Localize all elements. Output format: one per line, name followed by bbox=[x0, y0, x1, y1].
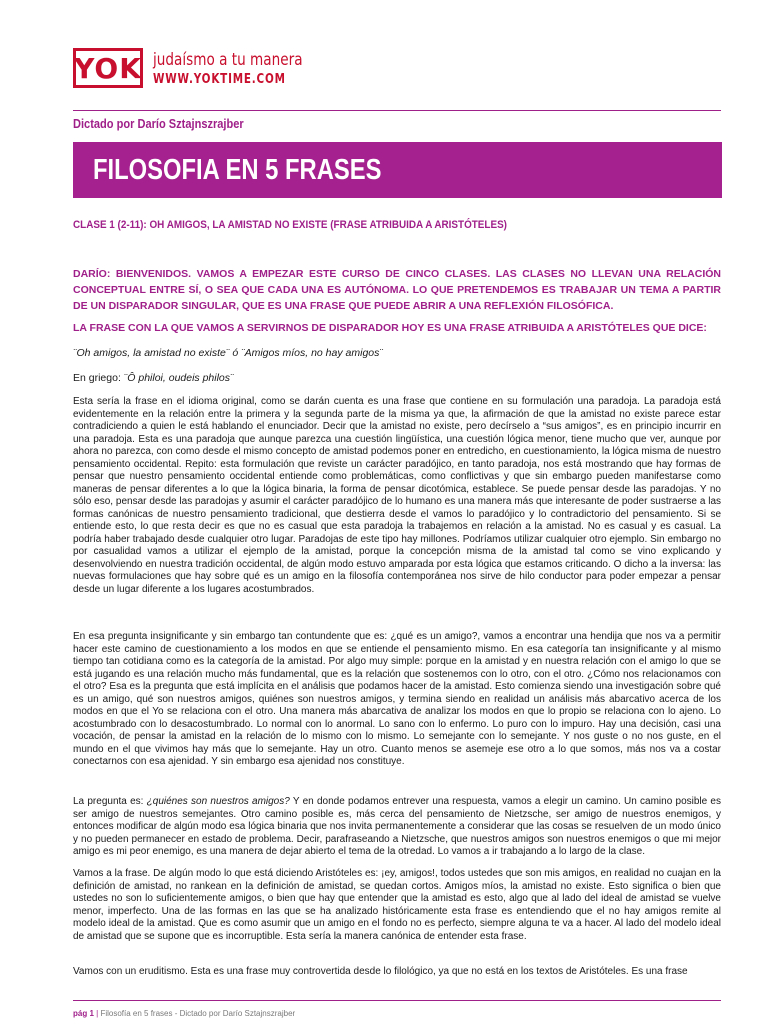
page-number: pág 1 bbox=[73, 1009, 94, 1018]
logo-text: YOK bbox=[74, 51, 142, 85]
greek-line bbox=[73, 372, 721, 384]
body-paragraph-4: Vamos a la frase. De algún modo lo que está diciendo Aristóteles es: ¡ey, amigos!, todos ustedes que son mis amigos, en realidad no cuajan en la definición de amistad, no rankean en la definición de amistad, se quedan cortos. Amigos míos, la amistad no existe. Esto significa o bien que ustedes no son lo suficientemente amigos, o bien que hay que entender que la amistad es esto, algo que al lado del ideal de amistad se vuelve menor, imperfecto. Una de las formas en las que se ha analizado históricamente esta frase es entendiendo que el no hay amigos remite al modelo ideal de la amistad. Que es como asumir que un amigo en el fondo no es perfecto, siempre alguna te va a hacer. Al lado del modelo ideal de amistad que se supone que es incorruptible. Esta sería la manera canónica de entender esta frase. bbox=[73, 868, 721, 942]
footer-divider bbox=[73, 1000, 721, 1001]
greek-label: En griego: bbox=[73, 372, 124, 384]
footer-text: Filosofía en 5 frases - Dictado por Darío Sztajnszrajber bbox=[100, 1009, 296, 1018]
title-banner bbox=[73, 142, 722, 198]
body-paragraph-5: Vamos con un eruditismo. Esta es una frase muy controvertida desde lo filológico, ya que no está en los textos de Aristóteles. Es una frase bbox=[73, 966, 688, 977]
tagline: judaísmo a tu manera bbox=[153, 50, 303, 70]
body-paragraph-3 bbox=[73, 796, 721, 859]
p3-question: ¿quiénes son nuestros amigos? bbox=[146, 796, 290, 807]
yok-logo bbox=[73, 48, 143, 88]
phrase-intro: LA FRASE CON LA QUE VAMOS A SERVIRNOS DE DISPARADOR HOY ES UNA FRASE ATRIBUIDA A ARISTÓTELES QUE DICE: bbox=[73, 322, 707, 334]
page-title: FILOSOFIA EN 5 FRASES bbox=[93, 154, 382, 186]
author-line: Dictado por Darío Sztajnszrajber bbox=[73, 116, 244, 131]
footer-separator: | bbox=[93, 1009, 101, 1018]
body-paragraph-2: En esa pregunta insignificante y sin embargo tan contundente que es: ¿qué es un amigo?, vamos a encontrar una hendija que nos va a permitir hacer este camino de cuestionamiento a los modos en que se entiende el pensamiento mismo. En esa categoría tan insignificante y al mismo tiempo tan cotidiana como es la categoría de la amistad. Por algo muy simple: porque en la amistad y en nuestra relación con el amigo lo que se está jugando es una relación mucho más fundamental, que es la relación que sostenemos con lo otro, con el otro. ¿Cómo nos relacionamos con el otro? Esa es la pregunta que está implícita en el análisis que podamos hacer de la amistad. Esto comienza siendo una investigación sobre qué es un amigo, qué son nuestros amigos, quiénes son nuestros amigos, y termina siendo en realidad un análisis más abarcativo acerca de los modos en que el Yo se relaciona con el otro. Una manera más abarcativa de analizar los modos en que lo propio se relaciona con lo ajeno. Lo acostumbrado con lo desacostumbrado. Lo normal con lo anormal. Lo sano con lo enfermo. Lo puro con lo impuro. Hay una decisión, casi una vocación, de pensar la amistad en la relación de lo mismo con lo mismo. Lo semejante con lo semejante. Y nos guste o no nos guste, en el mundo en el que vivimos hay más que lo semejante. Hay un otro. Cuanto menos se asemeje ese otro a lo que somos, más nos va a costar conectarnos con esa ajenidad. Y sin embargo esa ajenidad nos constituye. bbox=[73, 631, 721, 767]
class-heading: CLASE 1 (2-11): OH AMIGOS, LA AMISTAD NO EXISTE (FRASE ATRIBUIDA A ARISTÓTELES) bbox=[73, 219, 507, 231]
header-divider bbox=[73, 110, 721, 111]
page-footer bbox=[73, 1009, 295, 1018]
p3-lead: La pregunta es: bbox=[73, 796, 147, 807]
greek-text: ¨Ô philoi, oudeis philos¨ bbox=[123, 372, 234, 384]
body-paragraph-1: Esta sería la frase en el idioma original, como se darán cuenta es una frase que contiene en su formulación una paradoja. La paradoja está evidentemente en la relación entre la primera y la segunda parte de la misma ya que, la afirmación de que la amistad no existe parece estar contradiciendo a quien le está hablando el enunciador. Decir que la amistad no existe, pero decírselo a “sus amigos”, es en principio incurrir en una paradoja. Esta es una paradoja que aunque parezca una cuestión lingüística, una cuestión lógica menor, tiene mucho que ver, aunque por ahora no parezca, con como desde el mismo concepto de amistad podemos poner en entredicho, en cuestionamiento, la lógica misma de nuestro pensamiento occidental. Repito: esta formulación que reviste un carácter paradójico, en tanto paradoja, nos está mostrando que hay formas de pensar que nuestro pensamiento occidental entiende como problemáticas, como conflictivas y que sin embargo pueden manifestarse como maneras de pensar diferentes a lo que la lógica binaria, la forma de pensar dicotómica, establece. Se puede pensar desde las paradojas. Y no sólo eso, pensar desde las paradojas y asumir el carácter paradójico de lo humano es una manera más que interesante de poder sustraerse a las formas canónicas de nuestro pensamiento tradicional, que destierra desde el vamos lo paradójico y lo contradictorio del pensamiento. Si se entiende esto, lo que resta decir es que no es casual que esta paradoja la trabajemos en relación a la amistad. No es casual y es casual. La podría haber trabajado desde cualquier otro lugar. Paradojas de este tipo hay millones. Podríamos utilizar cualquier otro ejemplo. Sin embargo no por casualidad vamos a utilizar el ejemplo de la amistad, porque la concepción misma de la amistad tal como se vino explicando y desenvolviendo en nuestra tradición occidental, de algún modo estuvo amparada por esta lógica que estamos criticando. O dicho a la inversa: las nuevas formulaciones que hay sobre qué es un amigo en la filosofía contemporánea nos sirve de hilo conductor para poder empezar a pensar desde un lugar diferente a los lugares acostumbrados. bbox=[73, 396, 721, 595]
quote-line: ¨Oh amigos, la amistad no existe¨ ó ¨Amigos míos, no hay amigos¨ bbox=[73, 347, 383, 359]
intro-paragraph: DARÍO: BIENVENIDOS. VAMOS A EMPEZAR ESTE CURSO DE CINCO CLASES. LAS CLASES NO LLEVAN UNA RELACIÓN CONCEPTUAL ENTRE SÍ, O SEA QUE CADA UNA ES AUTÓNOMA. LO QUE PRETENDEMOS ES TRABAJAR UN TEMA A PARTIR DE UN DISPARADOR SINGULAR, QUE ES UNA FRASE QUE PUEDE ABRIR A UNA REFLEXIÓN FILOSÓFICA. bbox=[73, 268, 721, 312]
site-url[interactable]: WWW.YOKTIME.COM bbox=[153, 72, 286, 87]
p3-rest: Y en donde podamos entrever una respuesta, vamos a elegir un camino. Un camino posible es ser amigo de nuestros semejantes. Otro camino posible es, más cerca del pensamiento de Nietzsche, ser amigo de nuestros enemigos, y entonces modificar de algún modo esa lógica binaria que nos invita permanentemente a considerar que las cosas se resuelven de un modo único y no pueden permanecer en estado de problema. Decir, parafraseando a Nietzsche, que nuestros amigos son nuestros enemigos o que mi mejor amigo es mi peor enemigo, es una manera de dejar abierto el tema de la otredad. Lo vamos a ir trabajando a lo largo de la clase. bbox=[73, 796, 721, 857]
